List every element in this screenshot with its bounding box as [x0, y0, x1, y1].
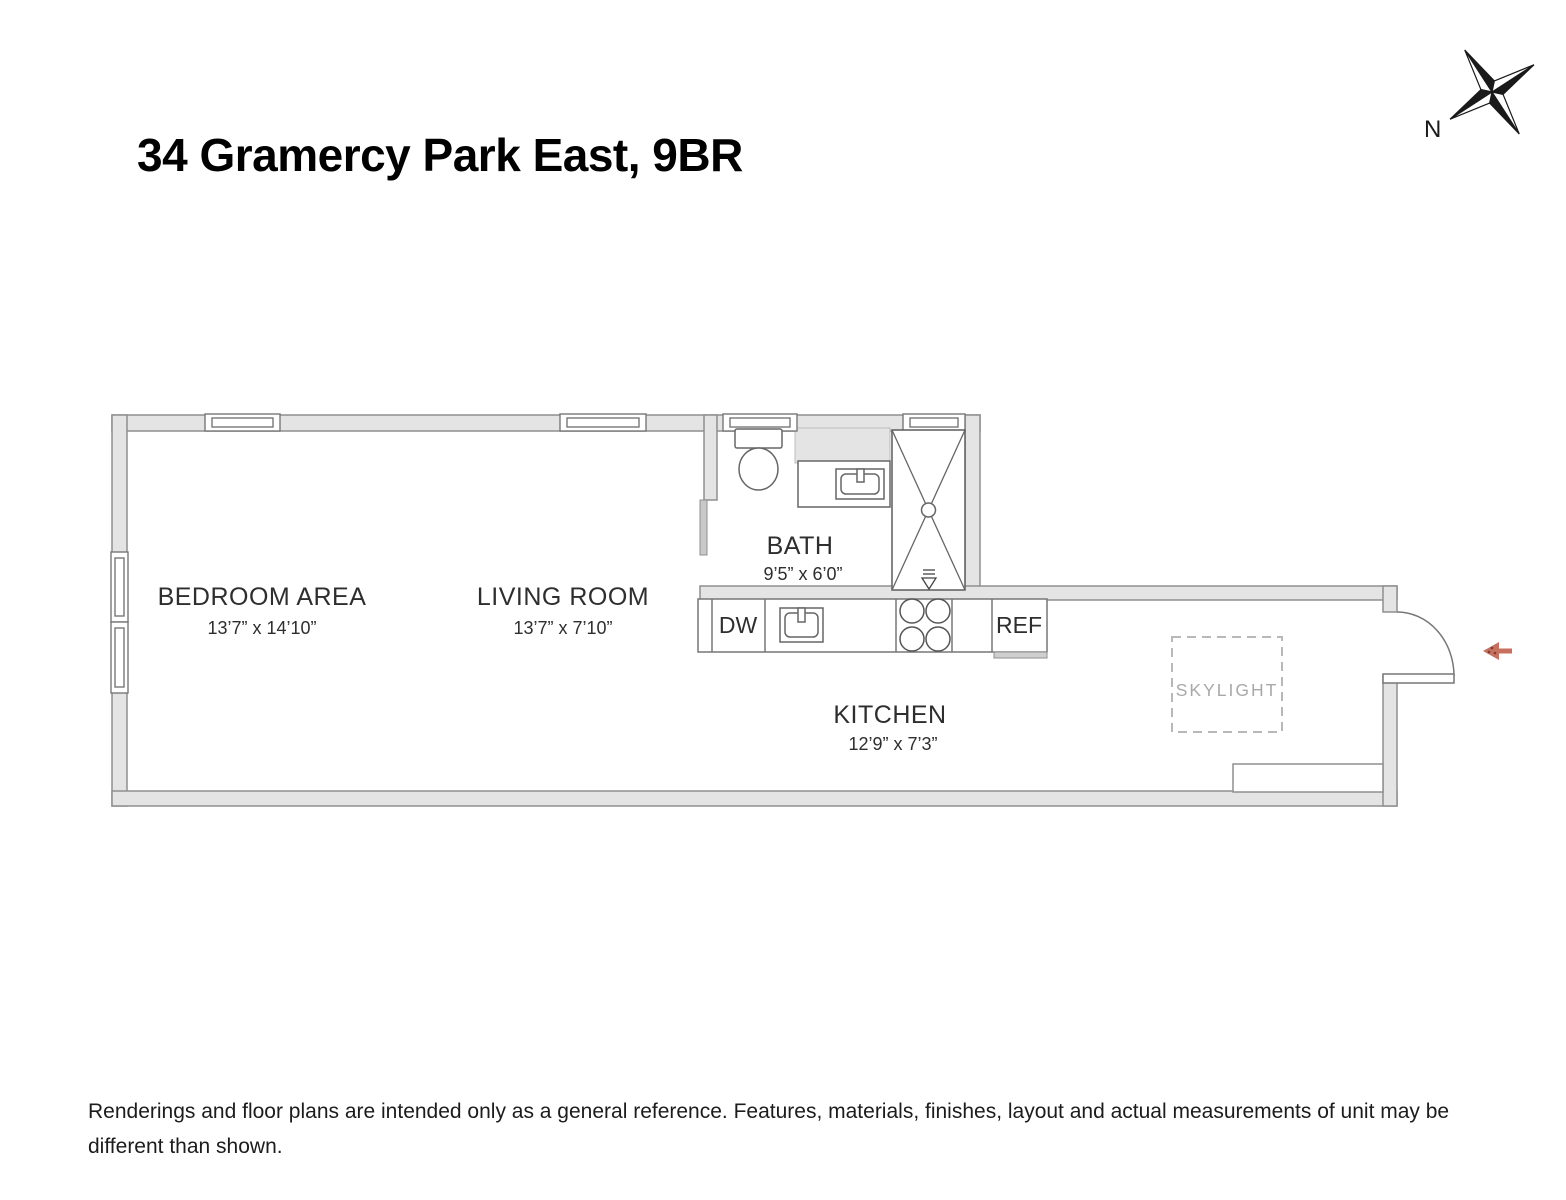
window: [205, 414, 280, 431]
window: [111, 552, 128, 622]
bath-label: BATH: [766, 532, 834, 560]
bath-door: [700, 500, 707, 555]
toilet-icon: [735, 429, 782, 490]
window: [111, 622, 128, 693]
bedroom-label: BEDROOM AREA: [157, 583, 367, 611]
kitchen-label: KITCHEN: [833, 701, 947, 729]
kitchen-sink-icon: [780, 608, 823, 642]
disclaimer-text: Renderings and floor plans are intended only as a general reference. Features, materials, finishes, layout and actual measurements of unit may be different than shown.: [88, 1100, 1450, 1159]
compass-rose-icon: [1423, 23, 1561, 161]
bathroom-sink-icon: [798, 461, 890, 507]
page-title: 34 Gramercy Park East, 9BR: [137, 129, 743, 181]
door-swing-arc: [1397, 612, 1454, 676]
bath-dimensions: 9’5” x 6’0”: [763, 564, 843, 584]
shower-icon: [892, 430, 965, 590]
wall-bath-kitchen-divider: [700, 586, 1397, 600]
compass-north-label: N: [1424, 116, 1442, 143]
living-room-label: LIVING ROOM: [476, 583, 650, 611]
living-room-dimensions: 13’7” x 7’10”: [513, 618, 613, 638]
window: [903, 414, 965, 431]
wall-entry-stub: [1383, 586, 1397, 612]
skylight-label: SKYLIGHT: [1175, 680, 1279, 700]
window: [560, 414, 646, 431]
bath-niche: [795, 428, 890, 463]
wall-entry-lower: [1383, 676, 1397, 806]
refrigerator-label: REF: [996, 612, 1042, 638]
refrigerator-base: [994, 652, 1047, 658]
entry-arrow-icon: [1483, 642, 1512, 660]
step-platform: [1233, 764, 1383, 792]
wall-bath-left: [704, 415, 717, 500]
kitchen-dimensions: 12’9” x 7’3”: [848, 734, 938, 754]
dishwasher-label: DW: [718, 612, 758, 638]
wall-main-right: [965, 415, 980, 600]
wall-bottom: [112, 791, 1397, 806]
door-leaf: [1383, 674, 1454, 683]
entry-door: [1383, 612, 1454, 683]
bedroom-dimensions: 13’7” x 14’10”: [207, 618, 317, 638]
